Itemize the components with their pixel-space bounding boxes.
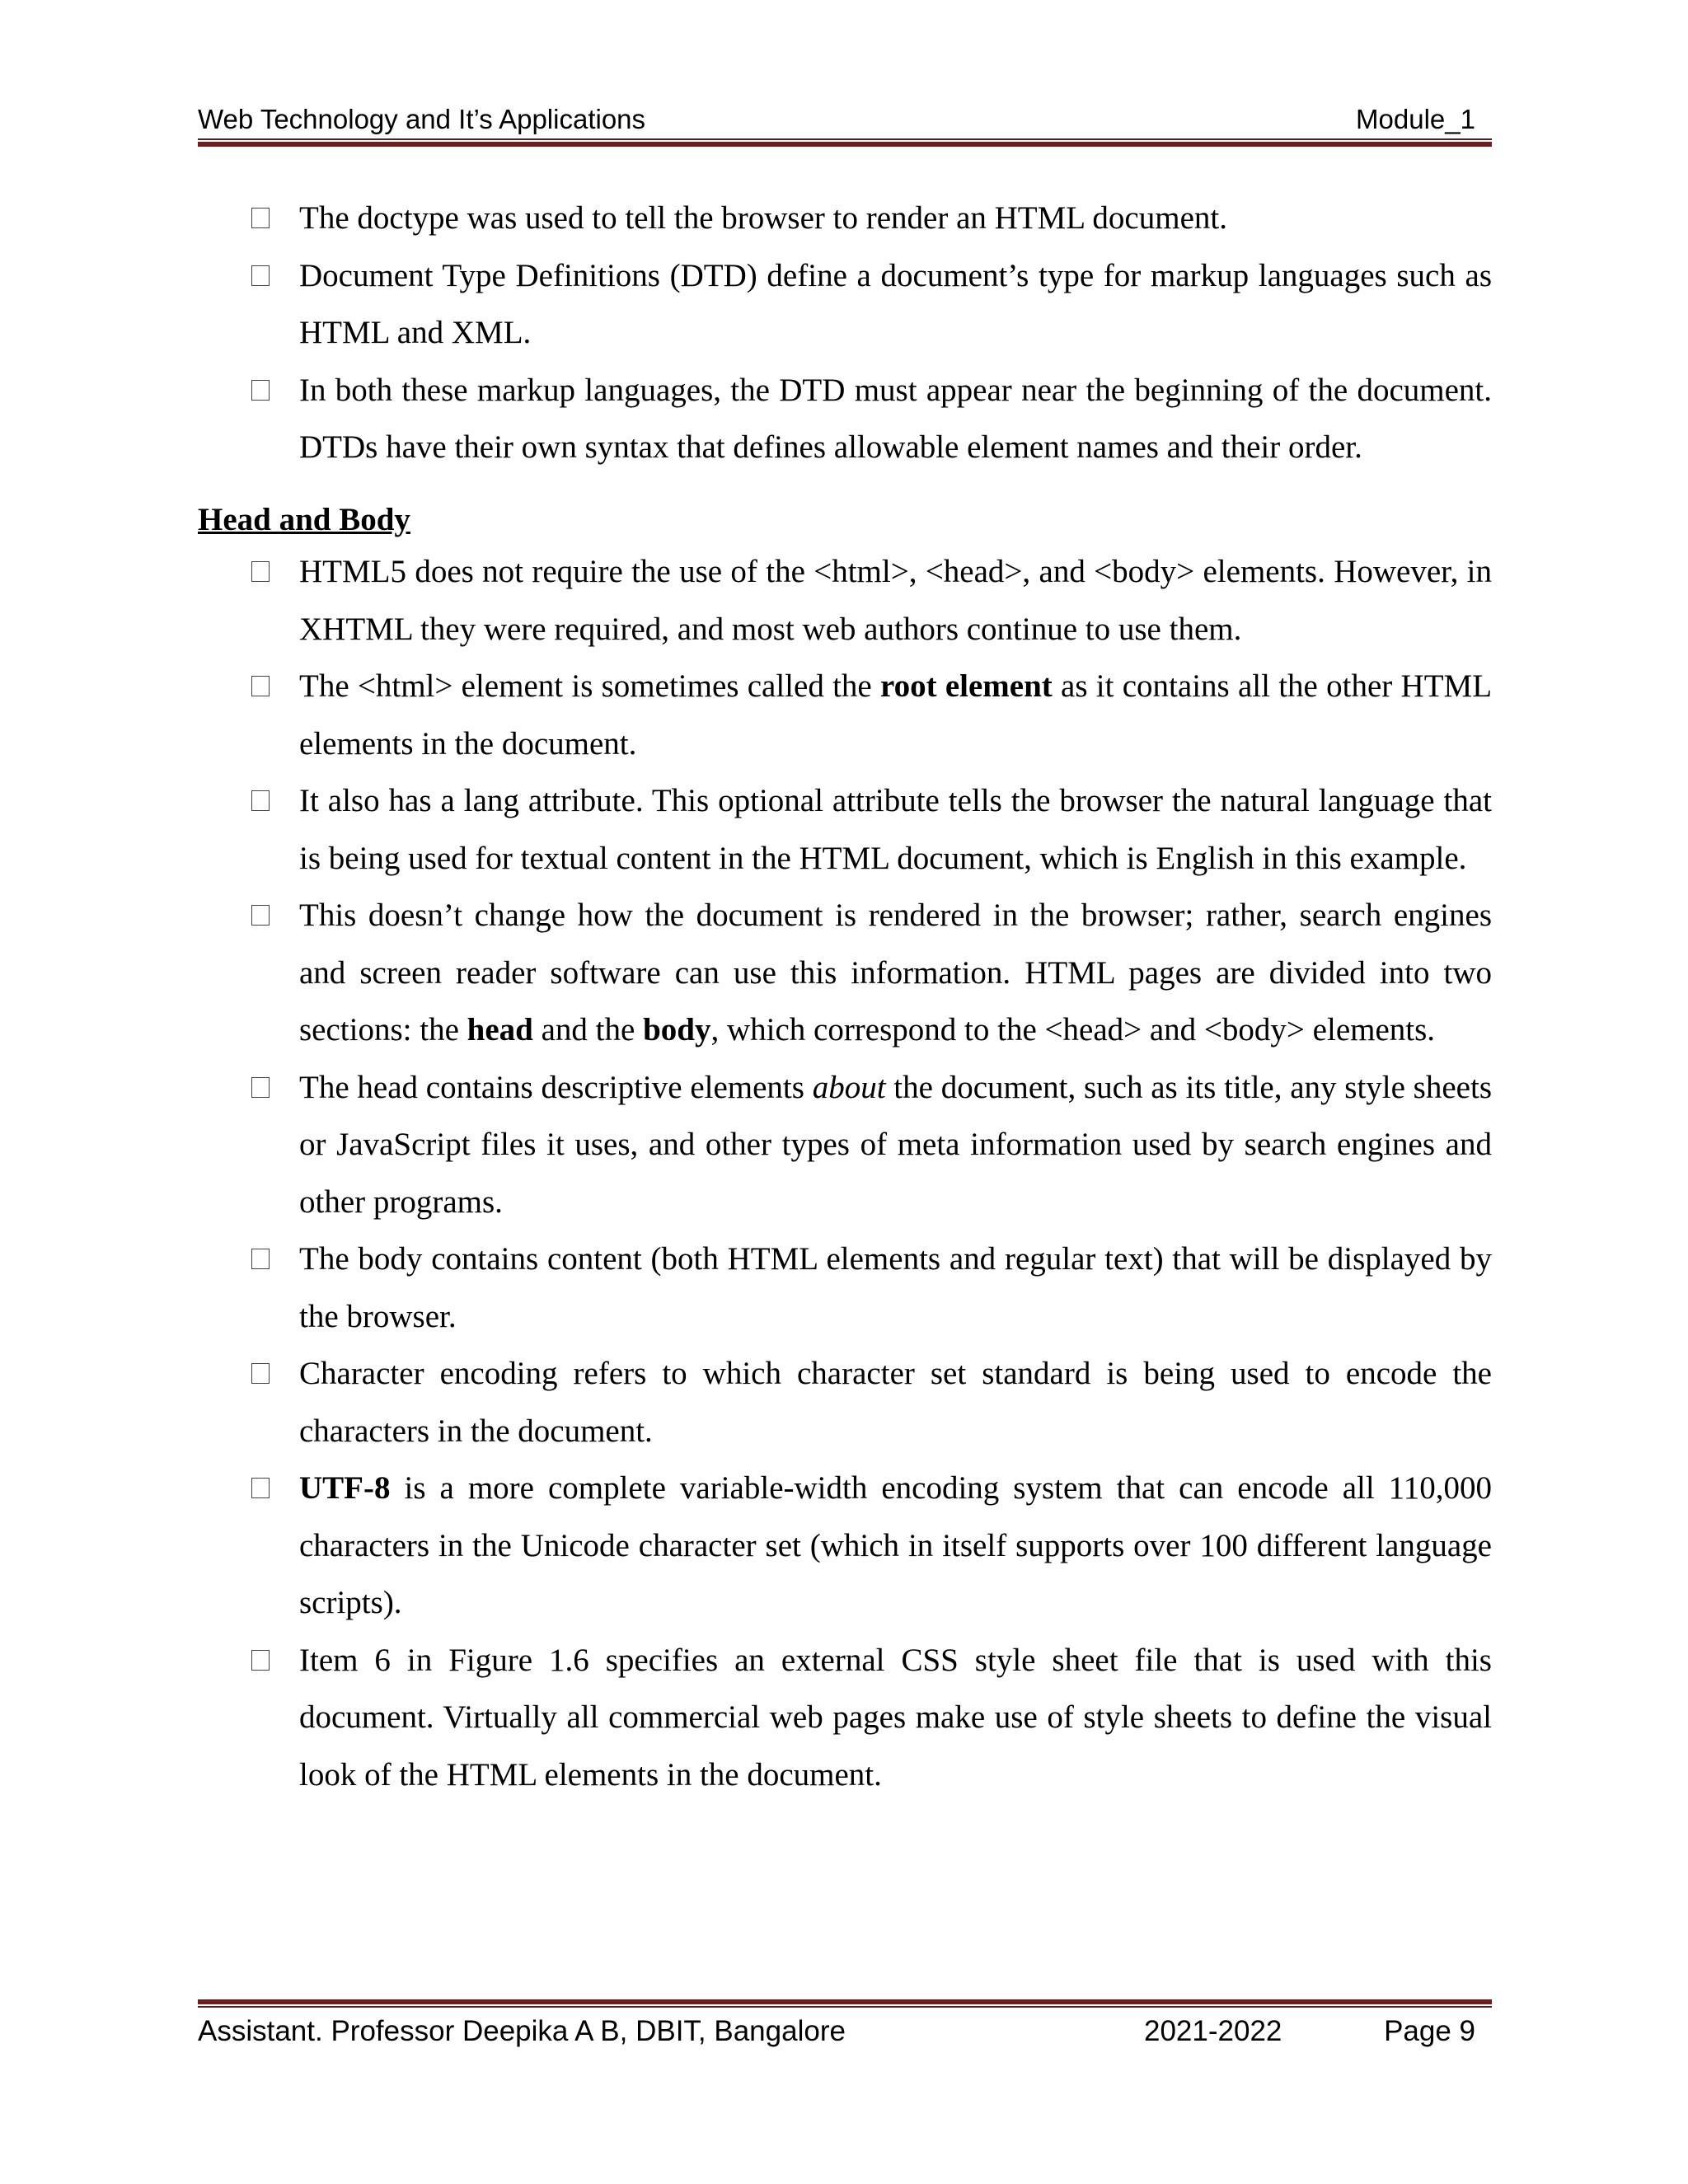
footer-author: Assistant. Professor Deepika A B, DBIT, Bangalore — [198, 2015, 846, 2047]
bullet-text: In both these markup languages, the DTD must appear near the beginning of the document. DTDs have their own syntax that defines allowable element names and their order. — [299, 372, 1492, 465]
bullet-text: as it contains all the other HTML elements in the document. — [299, 668, 1493, 762]
bullet-box-icon — [251, 1077, 270, 1098]
bullet-text: is a more complete variable-width encoding system that can encode all 110,000 characters in the Unicode character set (which in itself supports over 100 different language scripts). — [299, 1470, 1492, 1620]
bullet-item — [198, 1059, 1492, 1231]
intro-bullet-list — [198, 190, 1492, 476]
bold-text: root element — [880, 668, 1053, 704]
bullet-item — [198, 1230, 1492, 1345]
bold-text: UTF-8 — [299, 1470, 391, 1506]
bullet-box-icon — [251, 1478, 270, 1498]
bullet-item — [198, 1632, 1492, 1804]
header-rule-thin — [198, 138, 1492, 140]
footer-page-number: Page 9 — [1384, 2015, 1475, 2047]
page-content — [198, 190, 1492, 1803]
bullet-box-icon — [251, 1363, 270, 1384]
bold-text: body — [643, 1012, 711, 1047]
bullet-text: and the — [532, 1012, 644, 1047]
bullet-box-icon — [251, 208, 270, 228]
bullet-box-icon — [251, 1650, 270, 1671]
bullet-text: Document Type Definitions (DTD) define a document’s type for markup languages such as HTML and XML. — [299, 257, 1492, 350]
bullet-box-icon — [251, 265, 270, 286]
document-title: Web Technology and It’s Applications — [198, 104, 646, 134]
footer-rule-thin — [198, 2006, 1492, 2008]
bullet-item — [198, 543, 1492, 658]
page-header — [198, 101, 1492, 138]
bullet-text: , which correspond to the <head> and <body> elements. — [710, 1012, 1436, 1047]
header-rule-thick — [198, 142, 1492, 147]
bullet-text: The head contains descriptive elements — [299, 1069, 813, 1105]
bullet-text: This doesn’t change how the document is rendered in the browser; rather, search engines and screen reader software can use this information. HTML pages are divided into two sections: the — [299, 898, 1492, 1047]
bullet-item — [198, 1345, 1492, 1460]
bullet-box-icon — [251, 676, 270, 696]
bullet-text: HTML5 does not require the use of the <html>, <head>, and <body> elements. However, in XHTML they were required, and most web authors continue to use them. — [299, 554, 1492, 647]
bullet-box-icon — [251, 380, 270, 401]
bullet-text: Character encoding refers to which character set standard is being used to encode the characters in the document. — [299, 1356, 1492, 1449]
bullet-box-icon — [251, 561, 270, 582]
italic-text: about — [812, 1069, 886, 1105]
bullet-item — [198, 772, 1492, 887]
page-footer — [198, 2011, 1492, 2052]
bullet-item — [198, 1460, 1492, 1632]
bullet-item — [198, 887, 1492, 1059]
bullet-item — [198, 362, 1492, 476]
bullet-box-icon — [251, 1249, 270, 1269]
bullet-text: The <html> element is sometimes called the — [299, 668, 880, 704]
bullet-item — [198, 247, 1492, 362]
bullet-text: the document, such as its title, any style sheets or JavaScript files it uses, and other types of meta information used by search engines and other programs. — [299, 1069, 1492, 1220]
bold-text: head — [467, 1012, 533, 1047]
bullet-item — [198, 190, 1492, 247]
module-label: Module_1 — [1356, 104, 1475, 134]
section-heading: Head and Body — [198, 501, 410, 537]
bullet-box-icon — [251, 905, 270, 926]
bullet-text: Item 6 in Figure 1.6 specifies an external CSS style sheet file that is used with this document. Virtually all commercial web pages make use of style sheets to define the visual look of the HTML elements in the document. — [299, 1642, 1492, 1793]
footer-year: 2021-2022 — [1144, 2015, 1282, 2047]
bullet-text: The doctype was used to tell the browser to render an HTML document. — [299, 200, 1227, 236]
bullet-text: It also has a lang attribute. This optional attribute tells the browser the natural language that is being used for textual content in the HTML document, which is English in this example. — [299, 783, 1492, 876]
footer-rule-thick — [198, 1999, 1492, 2004]
head-body-bullet-list — [198, 543, 1492, 1803]
bullet-box-icon — [251, 790, 270, 811]
bullet-item — [198, 658, 1492, 772]
bullet-text: The body contains content (both HTML elements and regular text) that will be displayed by the browser. — [299, 1241, 1492, 1334]
